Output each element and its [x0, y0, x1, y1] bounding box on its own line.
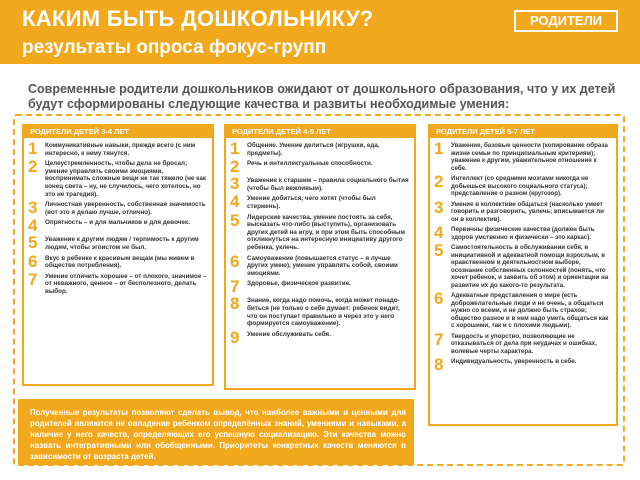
item-text: Уважение к другим людям / терпимость к другим людям, чтобы эгоистом не был.	[45, 236, 199, 251]
item-text: Индивидуальность, уверенность в себе.	[451, 358, 577, 365]
item-number: 7	[434, 329, 444, 349]
item-number: 6	[434, 289, 444, 308]
intro-text: Современные родители дошкольников ожидают от дошкольного образования, что у их детей будут сформированы следующие качества и развиты необходимые умения:	[28, 82, 616, 111]
item-text: Самоуважение (повышается статус – я лучше других умею), умение управлять собой, своими эмоциями.	[247, 254, 398, 277]
list-item	[230, 139, 410, 158]
item-text: Уважение к старшим – правила социального бытия (чтобы был вежливым).	[247, 177, 409, 192]
item-text: Лидерские качества, умение постоять за себя, высказать что-либо (выступить), организовать других детей на игру, и при этом быть способным откликнуться на интересную инициативу другого ребенка, уклечь.	[247, 213, 406, 251]
item-text: Умение в коллективе общаться (насколько умеет говорить и разговорить, увлечь; вписывается ли он в коллектив).	[451, 200, 604, 223]
list-item	[28, 233, 208, 253]
page-subtitle: результаты опроса фокус-групп	[22, 37, 327, 58]
item-number: 6	[230, 251, 240, 271]
item-text: Личностная уверенность, собственная значимость (вот это я делаю лучше, отлично).	[45, 201, 206, 216]
item-number: 2	[230, 157, 240, 177]
column-age-4-5	[224, 124, 416, 390]
item-text: Знание, когда надо помочь, когда может понадо-биться (не только о себе думает: ребенок видит, что он поступает правильно и через это у него формируется самоуважение).	[247, 297, 400, 328]
item-text: Коммуникативные навыки, прежде всего (с ним интересно, к нему тянутся.	[45, 142, 196, 157]
list-item	[28, 139, 208, 158]
list-item	[434, 197, 612, 224]
column-header: РОДИТЕЛИ ДЕТЕЙ 5-7 ЛЕТ	[430, 126, 616, 138]
item-number: 4	[28, 216, 38, 236]
column-header: РОДИТЕЛИ ДЕТЕЙ 3-4 ЛЕТ	[24, 126, 212, 138]
item-number: 3	[28, 198, 38, 218]
item-text: Общение. Умение делиться (игрушки, еда, предметы).	[247, 142, 380, 157]
item-text: Умение отличить хорошее – от плохого, значимое – от неважного, ценное – от бесполезного, делать выбор.	[45, 272, 207, 295]
column-header: РОДИТЕЛИ ДЕТЕЙ 4-5 ЛЕТ	[226, 126, 414, 138]
item-text: Первичны физические качества (должен быть здоров умственно и физически – это каркас).	[451, 226, 595, 241]
list-item	[434, 223, 612, 242]
list-item	[28, 251, 208, 271]
conclusion-box	[18, 399, 414, 465]
item-number: 6	[28, 251, 38, 271]
item-number: 8	[230, 294, 240, 314]
item-text: Умение обслуживать себя.	[247, 330, 331, 338]
item-number: 8	[434, 355, 444, 374]
item-number: 4	[434, 223, 444, 242]
item-number: 1	[28, 139, 38, 158]
list-item	[230, 174, 410, 194]
list-item	[230, 327, 410, 347]
audience-badge-label: РОДИТЕЛИ	[516, 12, 616, 30]
list-item	[28, 198, 208, 218]
audience-badge	[512, 8, 620, 34]
item-number: 2	[434, 172, 444, 191]
item-number: 7	[28, 269, 38, 289]
item-number: 4	[230, 192, 240, 212]
item-number: 5	[28, 233, 38, 253]
list-item	[434, 329, 612, 356]
list-item	[28, 157, 208, 198]
list-item	[434, 355, 612, 374]
item-text: Умение добиться, чего хотят (чтобы был стержень).	[247, 195, 376, 210]
column-age-3-4	[22, 124, 214, 386]
item-number: 2	[28, 157, 38, 177]
list-item	[230, 192, 410, 212]
item-number: 5	[434, 241, 444, 260]
item-text: Опрятность – и для мальчиков и для девочек.	[45, 219, 190, 227]
item-text: Адекватные представления о мире (есть доброжелательные люди и не очень, а общаться нужно со всеми, и не должно быть страхов; общество разное и в нем надо уметь общаться как с хорошими, так и с плохими людьми).	[451, 292, 609, 329]
item-text: Самостоятельность в обслуживании себя, в инициативной и адекватной помощи взрослым, в нравственном и деятельностном выборе, осознание собственных склонностей (понять, что хочет ребенок, и заявить об этом) и ориентации на развитие их до какого-то результата.	[451, 244, 609, 289]
list-item	[28, 269, 208, 296]
item-number: 3	[434, 197, 444, 217]
list-item	[434, 172, 612, 198]
list-item	[28, 216, 208, 236]
list-item	[434, 241, 612, 289]
list-item	[230, 251, 410, 278]
item-text: Целеустремленность, чтобы дела не бросал; умение управлять своими эмоциями, воспринимать сложные вещи не так тяжело (не как конец света – ну, не случилось, чего хотелось, но это не трагедия).	[45, 160, 206, 198]
list-item	[230, 294, 410, 328]
list-item	[434, 139, 612, 172]
list-item	[230, 277, 410, 297]
item-number: 1	[434, 139, 444, 158]
item-text: Речь и интеллектуальные способности.	[247, 160, 373, 168]
item-number: 7	[230, 277, 240, 297]
header-banner	[0, 0, 640, 64]
item-number: 5	[230, 210, 240, 230]
item-text: Уважение, базовые ценности (копирование образа жизни семьи по принципиальным критериям); уважение к другим, уважительное отношение к себе.	[451, 142, 608, 172]
item-number: 1	[230, 139, 240, 158]
list-item	[230, 210, 410, 252]
list-item	[434, 289, 612, 330]
conclusion-text: Полученные результаты позволяют сделать вывод, что наиболее важными и ценными для родителей являются не овладение ребенком определённых знаний, умениями и навыками, а наличие у него качеств, определяющих его успешную социализацию. Эти качества можно назвать интегративными или обобщенными. Приоритеты конкретных качеств меняются в зависимости от возраста детей.	[30, 408, 406, 461]
page-title: КАКИМ БЫТЬ ДОШКОЛЬНИКУ?	[22, 6, 374, 31]
item-text: Здоровье, физическое развитие.	[247, 280, 351, 288]
item-text: Твердость и упорство, позволяющие не отказываться от дела при неудачах и ошибках, волевые черты характера.	[451, 332, 597, 355]
item-number: 9	[230, 327, 240, 347]
list-item	[230, 157, 410, 177]
item-text: Интеллект (со средними мозгами никогда не добьешься высокого социального статуса); представление о разном (кругозор).	[451, 175, 589, 197]
item-text: Вкус в ребенке к красивым вещам (мы живем в обществе потребления).	[45, 254, 195, 270]
item-number: 3	[230, 174, 240, 194]
column-age-5-7	[428, 124, 618, 426]
